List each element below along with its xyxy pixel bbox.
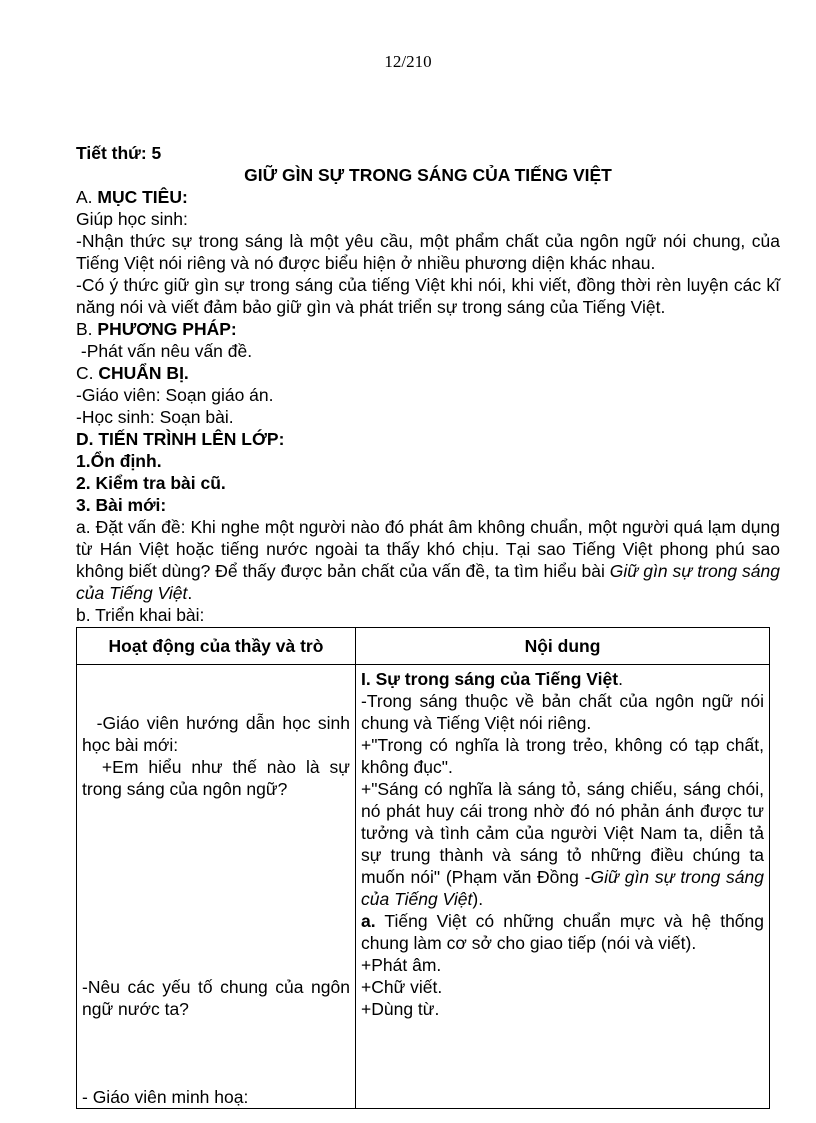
section-c-item-1: -Giáo viên: Soạn giáo án. <box>76 385 274 405</box>
content-heading-prefix: I. <box>361 669 376 689</box>
section-a-item-1: -Nhận thức sự trong sáng là một yêu cầu, một phẩm chất của ngôn ngữ nói chung, của Tiếng Việt nói riêng và nó được biểu hiện ở nhiều phương diện khác nhau. <box>76 231 780 273</box>
intro-lesson-title: Giữ gìn sự trong sáng của Tiếng Việt <box>76 561 780 603</box>
section-c-item-2: -Học sinh: Soạn bài. <box>76 407 234 427</box>
content-item-1: -Trong sáng thuộc về bản chất của ngôn ngữ nói chung và Tiếng Việt nói riêng. <box>361 691 764 733</box>
step-2: 2. Kiểm tra bài cũ. <box>76 473 226 493</box>
table-header-row <box>77 628 770 665</box>
lesson-table <box>76 627 770 1109</box>
section-c-title: CHUẨN BỊ. <box>98 363 189 383</box>
table-header-left: Hoạt động của thầy và trò <box>77 628 356 665</box>
section-c-prefix: C. <box>76 363 99 383</box>
content-heading-title: Sự trong sáng của Tiếng Việt <box>375 669 619 689</box>
content-heading-end: . <box>618 669 623 689</box>
content-item-3 <box>361 778 764 910</box>
section-d-heading: D. TIẾN TRÌNH LÊN LỚP: <box>76 429 285 449</box>
section-a-heading <box>76 186 780 208</box>
content-item-3-text: +"Sáng có nghĩa là sáng tỏ, sáng chiếu, sáng chói, nó phát huy cái trong nhờ đó nó phản ánh được tư tưởng và tình cảm của người Việt Nam ta, diễn tả sự trung thành và sáng tỏ những điều chúng ta muốn nói" (Phạm văn Đồng - <box>361 779 764 887</box>
content-item-3-italic: Giữ gìn sự trong sáng của Tiếng Việt <box>361 867 764 909</box>
content-item-7: +Dùng từ. <box>361 999 440 1019</box>
content-heading <box>361 668 764 690</box>
table-row <box>77 665 770 1109</box>
section-b-heading <box>76 318 780 340</box>
section-b-prefix: B. <box>76 319 98 339</box>
section-a-title: MỤC TIÊU: <box>97 187 188 207</box>
section-a-prefix: A. <box>76 187 98 207</box>
deploy-label: b. Triển khai bài: <box>76 605 205 625</box>
content-item-6: +Chữ viết. <box>361 977 443 997</box>
intro-text: a. Đặt vấn đề: Khi nghe một người nào đó phát âm không chuẩn, một người quá lạm dụng từ Hán Việt hoặc tiếng nước ngoài ta thấy khó chịu. Tại sao Tiếng Việt phong phú sao không biết dùng? Để thấy được bản chất của vấn đề, ta tìm hiểu bài <box>76 517 780 581</box>
content-item-4 <box>361 910 764 954</box>
content-item-4-label: a. <box>361 911 376 931</box>
table-cell-content <box>356 665 770 1109</box>
lesson-title: GIỮ GÌN SỰ TRONG SÁNG CỦA TIẾNG VIỆT <box>244 165 612 185</box>
step-1: 1.Ổn định. <box>76 451 162 471</box>
page-number: 12/210 <box>384 52 432 71</box>
intro-paragraph <box>76 516 780 604</box>
activity-3: -Nêu các yếu tố chung của ngôn ngữ nước ta? <box>82 977 350 1019</box>
document-body <box>76 142 780 1109</box>
content-item-5: +Phát âm. <box>361 955 442 975</box>
section-a-item-2: -Có ý thức giữ gìn sự trong sáng của tiếng Việt khi nói, khi viết, đồng thời rèn luyện các kĩ năng nói và viết đảm bảo giữ gìn và phát triển sự trong sáng của Tiếng Việt. <box>76 275 780 317</box>
table-cell-activities <box>77 665 356 1109</box>
activity-4: - Giáo viên minh hoạ: <box>82 1087 249 1107</box>
content-item-4-text: Tiếng Việt có những chuẩn mực và hệ thống chung làm cơ sở cho giao tiếp (nói và viết). <box>361 911 764 953</box>
step-3: 3. Bài mới: <box>76 495 167 515</box>
content-item-3-end: ). <box>472 889 484 909</box>
section-a-intro: Giúp học sinh: <box>76 209 188 229</box>
section-b-item-1: -Phát vấn nêu vấn đề. <box>76 341 253 361</box>
section-b-title: PHƯƠNG PHÁP: <box>97 319 237 339</box>
section-c-heading <box>76 362 780 384</box>
activity-2: +Em hiểu như thế nào là sự trong sáng của ngôn ngữ? <box>82 757 355 799</box>
content-item-2: +"Trong có nghĩa là trong trẻo, không có tạp chất, không đục". <box>361 735 764 777</box>
table-header-right: Nội dung <box>356 628 770 665</box>
lesson-label: Tiết thứ: 5 <box>76 143 162 163</box>
activity-1: -Giáo viên hướng dẫn học sinh học bài mới: <box>82 713 355 755</box>
intro-end: . <box>187 583 193 603</box>
